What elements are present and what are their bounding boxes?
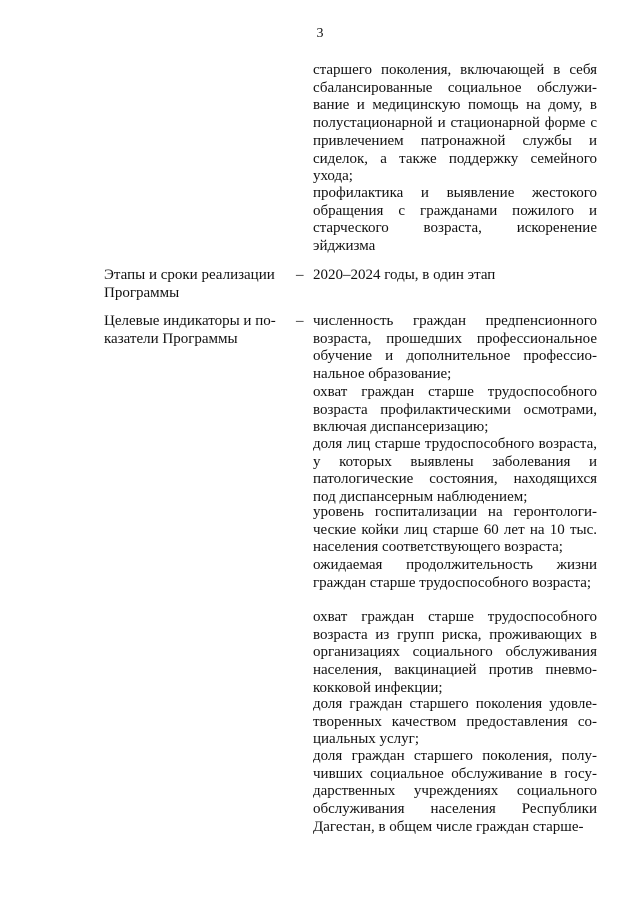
stages-value: 2020–2024 годы, в один этап (313, 267, 496, 283)
indicator-item: доля граждан старшего поколения, получивших социальное обслуживание в государственных учреждениях социального обслуживания населения Республики Дагестан, в общем числе граждан старше- (313, 748, 597, 835)
program-text-block-1: старшего поколения, включающей в себя сбалансированные социальное обслуживание и медицинскую помощь на дому, в полустационарной и стационарной форме с привлечением патронажной службы и сиделок, а также поддержку семейного ухода; (313, 62, 597, 185)
indicator-item: численность граждан предпенсионного возраста, прошедших профессиональное обучение и дополнительное профессиональное образование; (313, 313, 597, 383)
indicator-item: охват граждан старше трудоспособного возраста из групп риска, проживающих в организациях социального обслуживания населения, вакцинацией против пневмококковой инфекции; (313, 609, 597, 696)
indicator-item: уровень госпитализации на геронтологические койки лиц старше 60 лет на 10 тыс. населения соответствующего возраста; (313, 504, 597, 556)
indicators-label: Целевые индикаторы и показатели Программы (104, 313, 276, 347)
program-text-block-2: профилактика и выявление жестокого обращения с гражданами пожилого и старческого возраста, искоренение эйджизма (313, 185, 597, 255)
indicator-item: доля граждан старшего поколения удовлетворенных качеством предоставления социальных услуг; (313, 696, 597, 748)
indicators-dash: – (296, 313, 304, 329)
stages-dash: – (296, 267, 304, 283)
stages-label: Этапы и сроки реализации Программы (104, 267, 275, 301)
indicator-item: охват граждан старше трудоспособного возраста профилактическими осмотрами, включая диспансеризацию; (313, 384, 597, 436)
indicator-item: доля лиц старше трудоспособного возраста, у которых выявлены заболевания и патологические состояния, находящихся под диспансерным наблюдением; (313, 436, 597, 506)
indicator-item: ожидаемая продолжительность жизни граждан старше трудоспособного возраста; (313, 557, 597, 591)
page-number: 3 (316, 26, 324, 41)
